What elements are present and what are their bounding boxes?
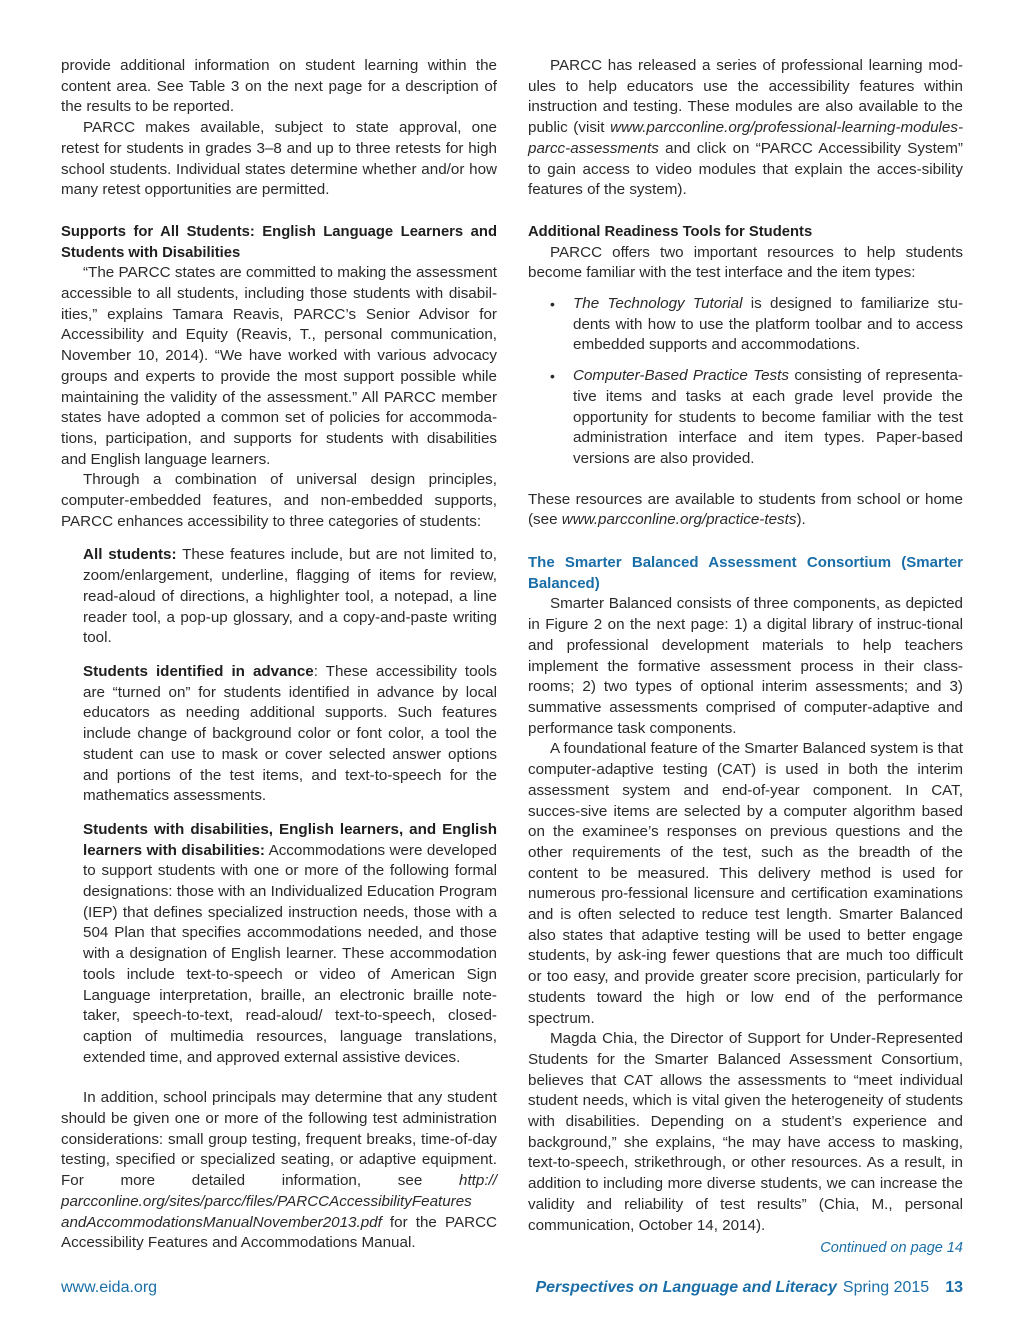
practice-tests-link[interactable]: www.parcconline.org/practice-tests — [561, 511, 797, 529]
paragraph: Through a combination of universal design principles, computer-embedded features, and non-embedded supports, PARCC enhances accessibility to three categories of students: — [61, 471, 497, 530]
footer-website[interactable]: www.eida.org — [61, 1279, 158, 1296]
paragraph — [61, 1088, 497, 1254]
bullet-list — [528, 294, 963, 470]
left-column — [61, 56, 497, 1254]
section-heading: The Smarter Balanced Assessment Consortium (Smarter Balanced) — [528, 554, 963, 592]
section-heading: Additional Readiness Tools for Students — [528, 223, 813, 240]
paragraph: provide additional information on student learning within the content area. See Table 3 on the next page for a description of the results to be reported. — [61, 57, 497, 116]
manual-link[interactable]: http:// parcconline.org/sites/parcc/files/PARCCAccessibilityFeatures andAccommodationsManualNovember2013.pdf — [61, 1172, 497, 1231]
paragraph: “The PARCC states are committed to making the assessment accessible to all students, including those students with disabil-ities,” explains Tamara Reavis, PARCC’s Senior Advisor for Accessibility and Equity (Reavis, T., personal communication, November 10, 2014). “We have worked with various advocacy groups and experts to provide the most support possible while maintaining the validity of the assessment.” All PARCC member states have adopted a common set of policies for accommoda-tions, participation, and supports for students with disabilities and English language learners. — [61, 264, 497, 468]
text: ). — [796, 511, 806, 529]
list-item — [528, 294, 963, 356]
category-text: These features include, but are not limited to, zoom/enlargement, underline, flagging of items for review, read-aloud of directions, a highlighter tool, a notepad, a line reader tool, a pop-up glossary, and a copy-and-paste writing tool. — [83, 546, 497, 647]
category-label: Students with disabilities, English learners, and English learners with disabilities: — [83, 820, 497, 859]
category-disabilities-learners — [83, 820, 497, 1068]
modules-link[interactable]: www.parcconline.org/professional-learning-modules-parcc-assessments — [528, 119, 963, 157]
text: PARCC has released a series of professional learning mod-ules to help educators use the accessibility features within instruction and testing. These modules are also available to the public (visit — [528, 57, 963, 137]
footer-publication — [535, 1279, 963, 1297]
item-text: consisting of representa-tive items and tasks at each grade level provide the opportunity for students to become familiar with the test administration interface and item types. Paper-based versions are also provided. — [573, 367, 963, 467]
section-heading: Supports for All Students: English Language Learners and Students with Disabilities — [61, 223, 497, 261]
paragraph: Smarter Balanced consists of three components, as depicted in Figure 2 on the next page: 1) a digital library of instruc-tional and professional development materials to help teachers implement the formative assessment process in their class-rooms; 2) two types of optional interim assessments; and 3) summative assessments comprised of computer-adaptive and performance task components. — [528, 595, 963, 737]
issue-season: Spring 2015 — [842, 1279, 930, 1296]
bullet-icon: • — [550, 368, 555, 385]
text: for the PARCC Accessibility Features and Accommodations Manual. — [61, 1213, 497, 1252]
text: These resources are available to students from school or home (see — [528, 490, 963, 529]
right-column — [528, 56, 963, 1259]
paragraph: A foundational feature of the Smarter Balanced system is that computer-adaptive testing (CAT) is used in both the interim assessment system and end-of-year component. In CAT, succes-sive items are selected by a computer algorithm based on the examinee’s responses on previous questions and the other requirements of the test, such as the breadth of the content to be measured. This delivery method is used for numerous pro-fessional licensure and certification examinations and is often selected to reduce test length. Smarter Balanced also states that adaptive testing will be used to better engage students, by ask-ing fewer questions that are much too difficult or too easy, and provide greater score precision, particularly for students toward the high or low end of the performance spectrum. — [528, 740, 963, 1027]
item-title: The Technology Tutorial — [573, 295, 743, 313]
category-label: Students identified in advance — [83, 662, 314, 680]
item-text: is designed to familiarize stu-dents with how to use the platform toolbar and to access embedded supports and accommodations. — [573, 295, 963, 354]
page-number: 13 — [945, 1279, 963, 1296]
paragraph — [528, 490, 963, 531]
category-identified-in-advance — [83, 662, 497, 807]
list-item — [528, 366, 963, 470]
journal-title: Perspectives on Language and Literacy — [535, 1279, 837, 1296]
text: and click on “PARCC Accessibility System” to gain access to video modules that explain the acces-sibility features of the system). — [528, 139, 963, 199]
category-text: Accommodations were developed to support students with one or more of the following formal designations: those with an Individualized Education Program (IEP) that defines specialized instruction needs, those with a 504 Plan that specifies accommodations needed, and those with a designation of English learner. These accommodation tools include text-to-speech or video of American Sign Language interpretation, braille, an electronic braille note-taker, speech-to-text, read-aloud/ text-to-speech, closed-caption of multimedia resources, language translations, extended time, and approved external assistive devices. — [83, 841, 497, 1066]
category-all-students — [83, 545, 497, 649]
paragraph: PARCC makes available, subject to state approval, one retest for students in grades 3–8 and up to three retests for high school students. Individual states determine whether and/or how many retest opportunities are permitted. — [61, 119, 497, 199]
paragraph — [528, 56, 963, 201]
text: In addition, school principals may determine that any student should be given one or more of the following test administration considerations: small group testing, frequent breaks, time-of-day testing, specified or specialized seating, or adaptive equipment. For more detailed information, see — [61, 1089, 497, 1190]
paragraph: PARCC offers two important resources to help students become familiar with the test interface and the item types: — [528, 243, 963, 282]
item-title: Computer-Based Practice Tests — [573, 367, 789, 385]
category-text: : These accessibility tools are “turned on” for students identified in advance by local educators as needing additional supports. Such features include change of background color or font color, a tool the student can use to mask or cover selected answer options and portions of the test items, and text-to-speech for the mathematics assessments. — [83, 662, 497, 805]
paragraph: Magda Chia, the Director of Support for Under-Represented Students for the Smarter Balanced Assessment Consortium, believes that CAT allows the assessments to “meet individual student needs, which is vital given the heterogeneity of students with disabilities. Depending on a student’s experience and background,” she explains, “he may have access to masking, text-to-speech, strikethrough, or other resources. As a result, in addition to including more diverse students, we can increase the validity and reliability of test results” (Chia, M., personal communication, October 14, 2014). — [528, 1030, 963, 1234]
category-label: All students: — [83, 546, 177, 564]
bullet-icon: • — [550, 296, 555, 313]
continued-link[interactable]: Continued on page 14 — [820, 1240, 963, 1257]
